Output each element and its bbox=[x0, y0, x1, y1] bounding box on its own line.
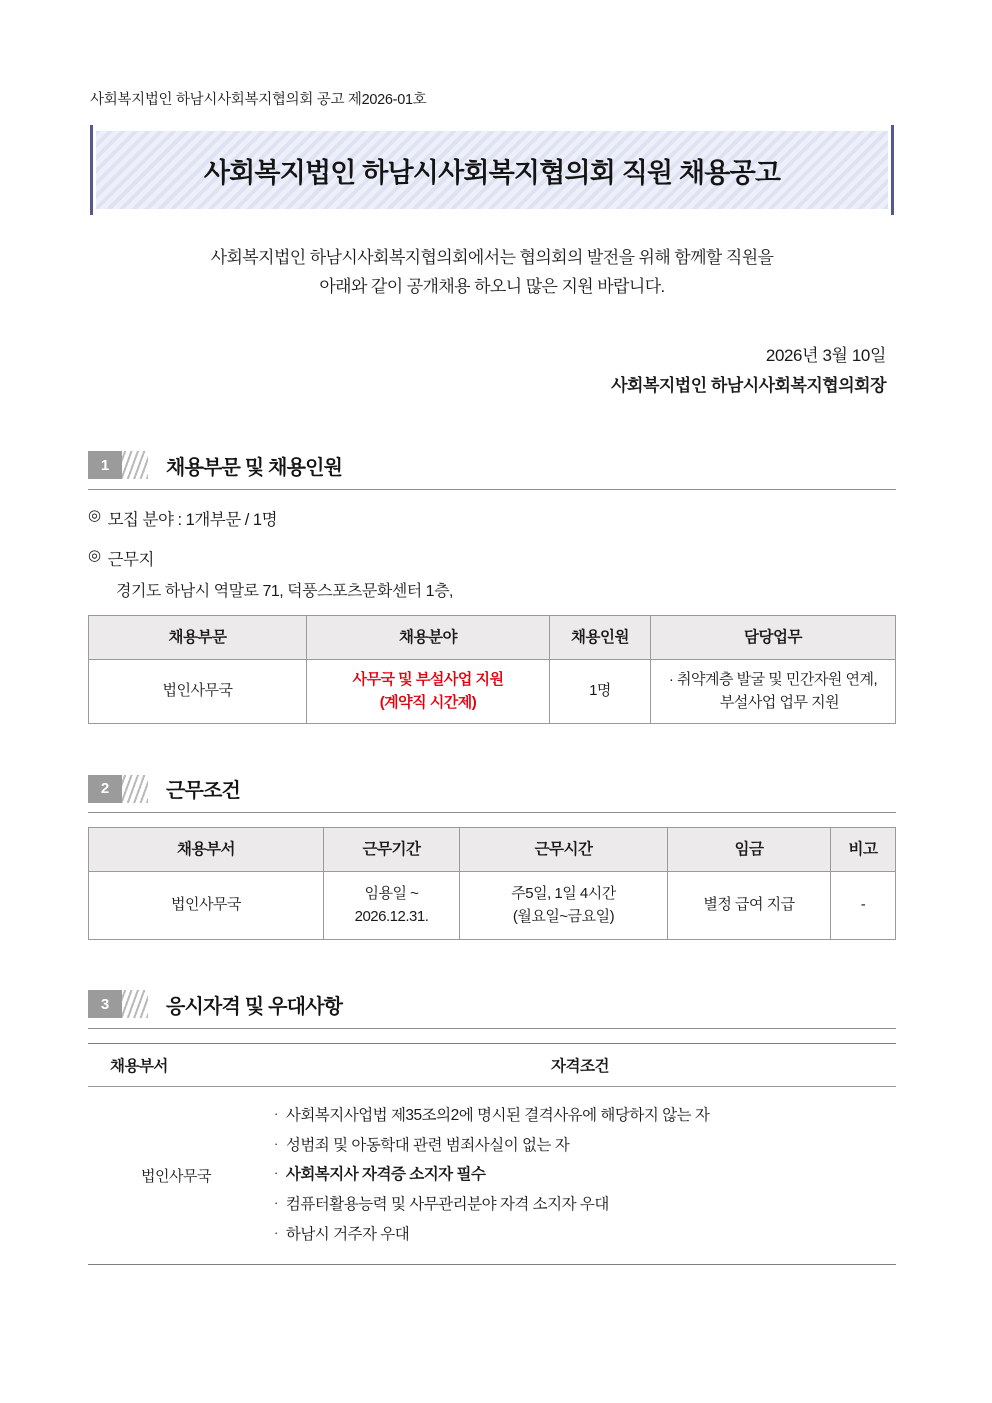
cell-period bbox=[324, 872, 460, 940]
section-1-header bbox=[88, 451, 896, 490]
section-1-number: 1 bbox=[88, 451, 122, 479]
table-header-row bbox=[88, 1043, 896, 1086]
th-qualification: 자격조건 bbox=[264, 1043, 896, 1086]
section-recruitment-positions bbox=[88, 451, 896, 724]
signer-name: 사회복지법인 하남시사회복지협의회장 bbox=[611, 376, 886, 396]
cell-qualification-list bbox=[264, 1086, 896, 1264]
section-2-number: 2 bbox=[88, 775, 122, 803]
section-working-conditions bbox=[88, 774, 896, 940]
section-2-header bbox=[88, 774, 896, 813]
section-3-number: 3 bbox=[88, 990, 122, 1018]
th-dept: 채용부문 bbox=[89, 615, 307, 659]
cell-period-line-2: 2026.12.31. bbox=[354, 907, 429, 925]
th-note: 비고 bbox=[831, 828, 896, 872]
table-header-row bbox=[89, 828, 896, 872]
section-3-title: 응시자격 및 우대사항 bbox=[166, 995, 343, 1018]
recruitment-table bbox=[88, 615, 896, 724]
list-item-label: 성범죄 및 아동학대 관련 범죄사실이 없는 자 bbox=[285, 1136, 570, 1154]
cell-count: 1명 bbox=[550, 660, 651, 724]
section-1-bullet-workplace-text: 근무지 bbox=[107, 550, 154, 569]
cell-field bbox=[307, 660, 550, 724]
section-1-slant-decoration bbox=[122, 451, 148, 479]
bullet-dot-icon: · bbox=[274, 1135, 278, 1151]
cell-duty-line-1: · 취약계층 발굴 및 민간자원 연계, bbox=[668, 671, 878, 689]
bullet-icon: ◎ bbox=[88, 546, 101, 564]
cell-duty-line-2: 부설사업 업무 지원 bbox=[719, 693, 840, 711]
bullet-icon: ◎ bbox=[88, 506, 101, 524]
table-header-row bbox=[89, 615, 896, 659]
cell-note: - bbox=[831, 872, 896, 940]
announcement-date: 2026년 3월 10일 bbox=[765, 346, 886, 366]
th-dept: 채용부서 bbox=[88, 1043, 264, 1086]
list-item bbox=[274, 1101, 890, 1131]
list-item-label: 사회복지사 자격증 소지자 필수 bbox=[285, 1166, 486, 1184]
intro-line-1: 사회복지법인 하남시사회복지협의회에서는 협의회의 발전을 위해 함께할 직원을 bbox=[210, 248, 774, 267]
table-row bbox=[89, 872, 896, 940]
th-hours: 근무시간 bbox=[460, 828, 668, 872]
cell-hours-line-2: (월요일~금요일) bbox=[512, 907, 615, 925]
section-qualifications bbox=[88, 990, 896, 1265]
workplace-address: 경기도 하남시 역말로 71, 덕풍스포츠문화센터 1층, bbox=[116, 582, 453, 600]
title-banner bbox=[96, 131, 888, 209]
cell-hours-line-1: 주5일, 1일 4시간 bbox=[511, 885, 616, 903]
section-1-bullet-workplace bbox=[88, 546, 896, 570]
th-wage: 임금 bbox=[668, 828, 831, 872]
th-duty: 담당업무 bbox=[651, 615, 896, 659]
qualification-list bbox=[270, 1101, 890, 1250]
table-row bbox=[88, 1086, 896, 1264]
section-2-slant-decoration bbox=[122, 775, 148, 803]
th-field: 채용분야 bbox=[307, 615, 550, 659]
section-1-title: 채용부문 및 채용인원 bbox=[166, 456, 343, 479]
bullet-dot-icon: · bbox=[274, 1224, 278, 1240]
bullet-dot-icon: · bbox=[274, 1195, 278, 1211]
section-1-bullet-field-text: 모집 분야 : 1개부문 / 1명 bbox=[107, 510, 278, 529]
cell-wage: 별정 급여 지급 bbox=[668, 872, 831, 940]
cell-field-line-1: 사무국 및 부설사업 지원 bbox=[352, 671, 504, 689]
working-conditions-table bbox=[88, 827, 896, 940]
cell-field-line-2: (계약직 시간제) bbox=[379, 693, 477, 711]
list-item bbox=[274, 1160, 890, 1190]
section-3-header bbox=[88, 990, 896, 1029]
cell-dept: 법인사무국 bbox=[88, 1086, 264, 1264]
table-row bbox=[89, 660, 896, 724]
list-item-label: 하남시 거주자 우대 bbox=[285, 1225, 410, 1243]
list-item-label: 컴퓨터활용능력 및 사무관리분야 자격 소지자 우대 bbox=[285, 1196, 609, 1214]
cell-dept: 법인사무국 bbox=[89, 872, 324, 940]
cell-duty bbox=[651, 660, 896, 724]
section-1-bullet-field bbox=[88, 506, 896, 530]
bullet-dot-icon: · bbox=[274, 1105, 278, 1121]
section-2-title: 근무조건 bbox=[166, 780, 241, 803]
qualifications-table bbox=[88, 1043, 896, 1265]
intro-line-2: 아래와 같이 공개채용 하오니 많은 지원 바랍니다. bbox=[319, 277, 665, 297]
document-number: 사회복지법인 하남시사회복지협의회 공고 제2026-01호 bbox=[90, 92, 427, 108]
th-count: 채용인원 bbox=[550, 615, 651, 659]
cell-period-line-1: 임용일 ~ bbox=[364, 885, 419, 903]
list-item bbox=[274, 1220, 890, 1250]
th-dept: 채용부서 bbox=[89, 828, 324, 872]
section-3-slant-decoration bbox=[122, 990, 148, 1018]
list-item-label: 사회복지사업법 제35조의2에 명시된 결격사유에 해당하지 않는 자 bbox=[285, 1106, 710, 1124]
th-period: 근무기간 bbox=[324, 828, 460, 872]
cell-dept: 법인사무국 bbox=[89, 660, 307, 724]
page-title: 사회복지법인 하남시사회복지협의회 직원 채용공고 bbox=[203, 157, 781, 188]
cell-hours bbox=[460, 872, 668, 940]
signature-block bbox=[88, 341, 896, 401]
list-item bbox=[274, 1131, 890, 1161]
intro-paragraph bbox=[88, 243, 896, 301]
bullet-dot-icon: · bbox=[274, 1165, 278, 1181]
list-item bbox=[274, 1190, 890, 1220]
